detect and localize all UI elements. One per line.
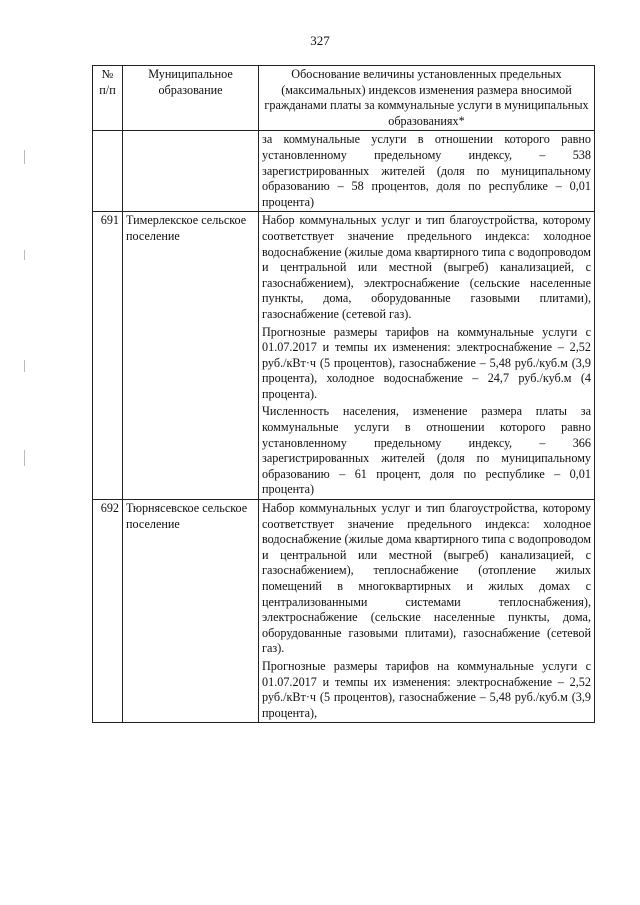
- table-row: [93, 212, 595, 500]
- justification-paragraph: Набор коммунальных услуг и тип благоустройства, которому соответствует значение предельного индекса: холодное водоснабжение (жилые дома квартирного типа с водопроводом и центральной или местной (выгреб) канализацией, с газоснабжением), теплоснабжение (отопление жилых помещений в многоквартирных и жилых домах с централизованными системами теплоснабжения), электроснабжение (сельские населенные пункты, дома, оборудованные газовыми плитами), газоснабжение (сетевой газ).: [262, 501, 591, 656]
- justification-paragraph: Численность населения, изменение размера платы за коммунальные услуги в отношении которого равно установленному предельному индексу, – 366 зарегистрированных жителей (доля по муниципальному образованию – 61 процент, доля по республике – 0,01 процента): [262, 404, 591, 497]
- table-row: [93, 131, 595, 212]
- justification-paragraph: Набор коммунальных услуг и тип благоустройства, которому соответствует значение предельного индекса: холодное водоснабжение (жилые дома квартирного типа с водопроводом и центральной или местной (выгреб) канализацией, с газоснабжением), электроснабжение (сельские населенные пункты, дома, оборудованные газовыми плитами), газоснабжение (сетевой газ).: [262, 213, 591, 321]
- table-row: [93, 500, 595, 723]
- row-number: 692: [93, 500, 123, 723]
- row-justification: [259, 131, 595, 212]
- row-municipality: Тюрнясевское сельское поселение: [123, 500, 259, 723]
- justification-paragraph: Прогнозные размеры тарифов на коммунальные услуги с 01.07.2017 и темпы их изменения: электроснабжение – 2,52 руб./кВт·ч (5 процентов), газоснабжение – 5,48 руб./куб.м (3,9 процента),: [262, 658, 591, 720]
- row-municipality: Тимерлекское сельское поселение: [123, 212, 259, 500]
- municipal-index-table: [92, 65, 595, 723]
- scan-margin-marks: [24, 140, 28, 480]
- justification-paragraph: Прогнозные размеры тарифов на коммунальные услуги с 01.07.2017 и темпы их изменения: электроснабжение – 2,52 руб./кВт·ч (5 процентов), газоснабжение – 5,48 руб./куб.м (3,9 процента), холодное водоснабжение – 24,7 руб./куб.м (4 процента).: [262, 324, 591, 401]
- table-header-row: [93, 66, 595, 131]
- row-municipality: [123, 131, 259, 212]
- row-number: 691: [93, 212, 123, 500]
- header-number: № п/п: [93, 66, 123, 131]
- justification-paragraph: за коммунальные услуги в отношении которого равно установленному предельному индексу, – 538 зарегистрированных жителей (доля по муниципальному образованию – 58 процентов, доля по республике – 0,01 процента): [262, 132, 591, 209]
- row-number: [93, 131, 123, 212]
- page-number: 327: [310, 33, 330, 48]
- header-municipality: Муниципальное образование: [123, 66, 259, 131]
- row-justification: [259, 500, 595, 723]
- header-justification: Обоснование величины установленных предельных (максимальных) индексов изменения размера вносимой гражданами платы за коммунальные услуги в муниципальных образованиях*: [259, 66, 595, 131]
- row-justification: [259, 212, 595, 500]
